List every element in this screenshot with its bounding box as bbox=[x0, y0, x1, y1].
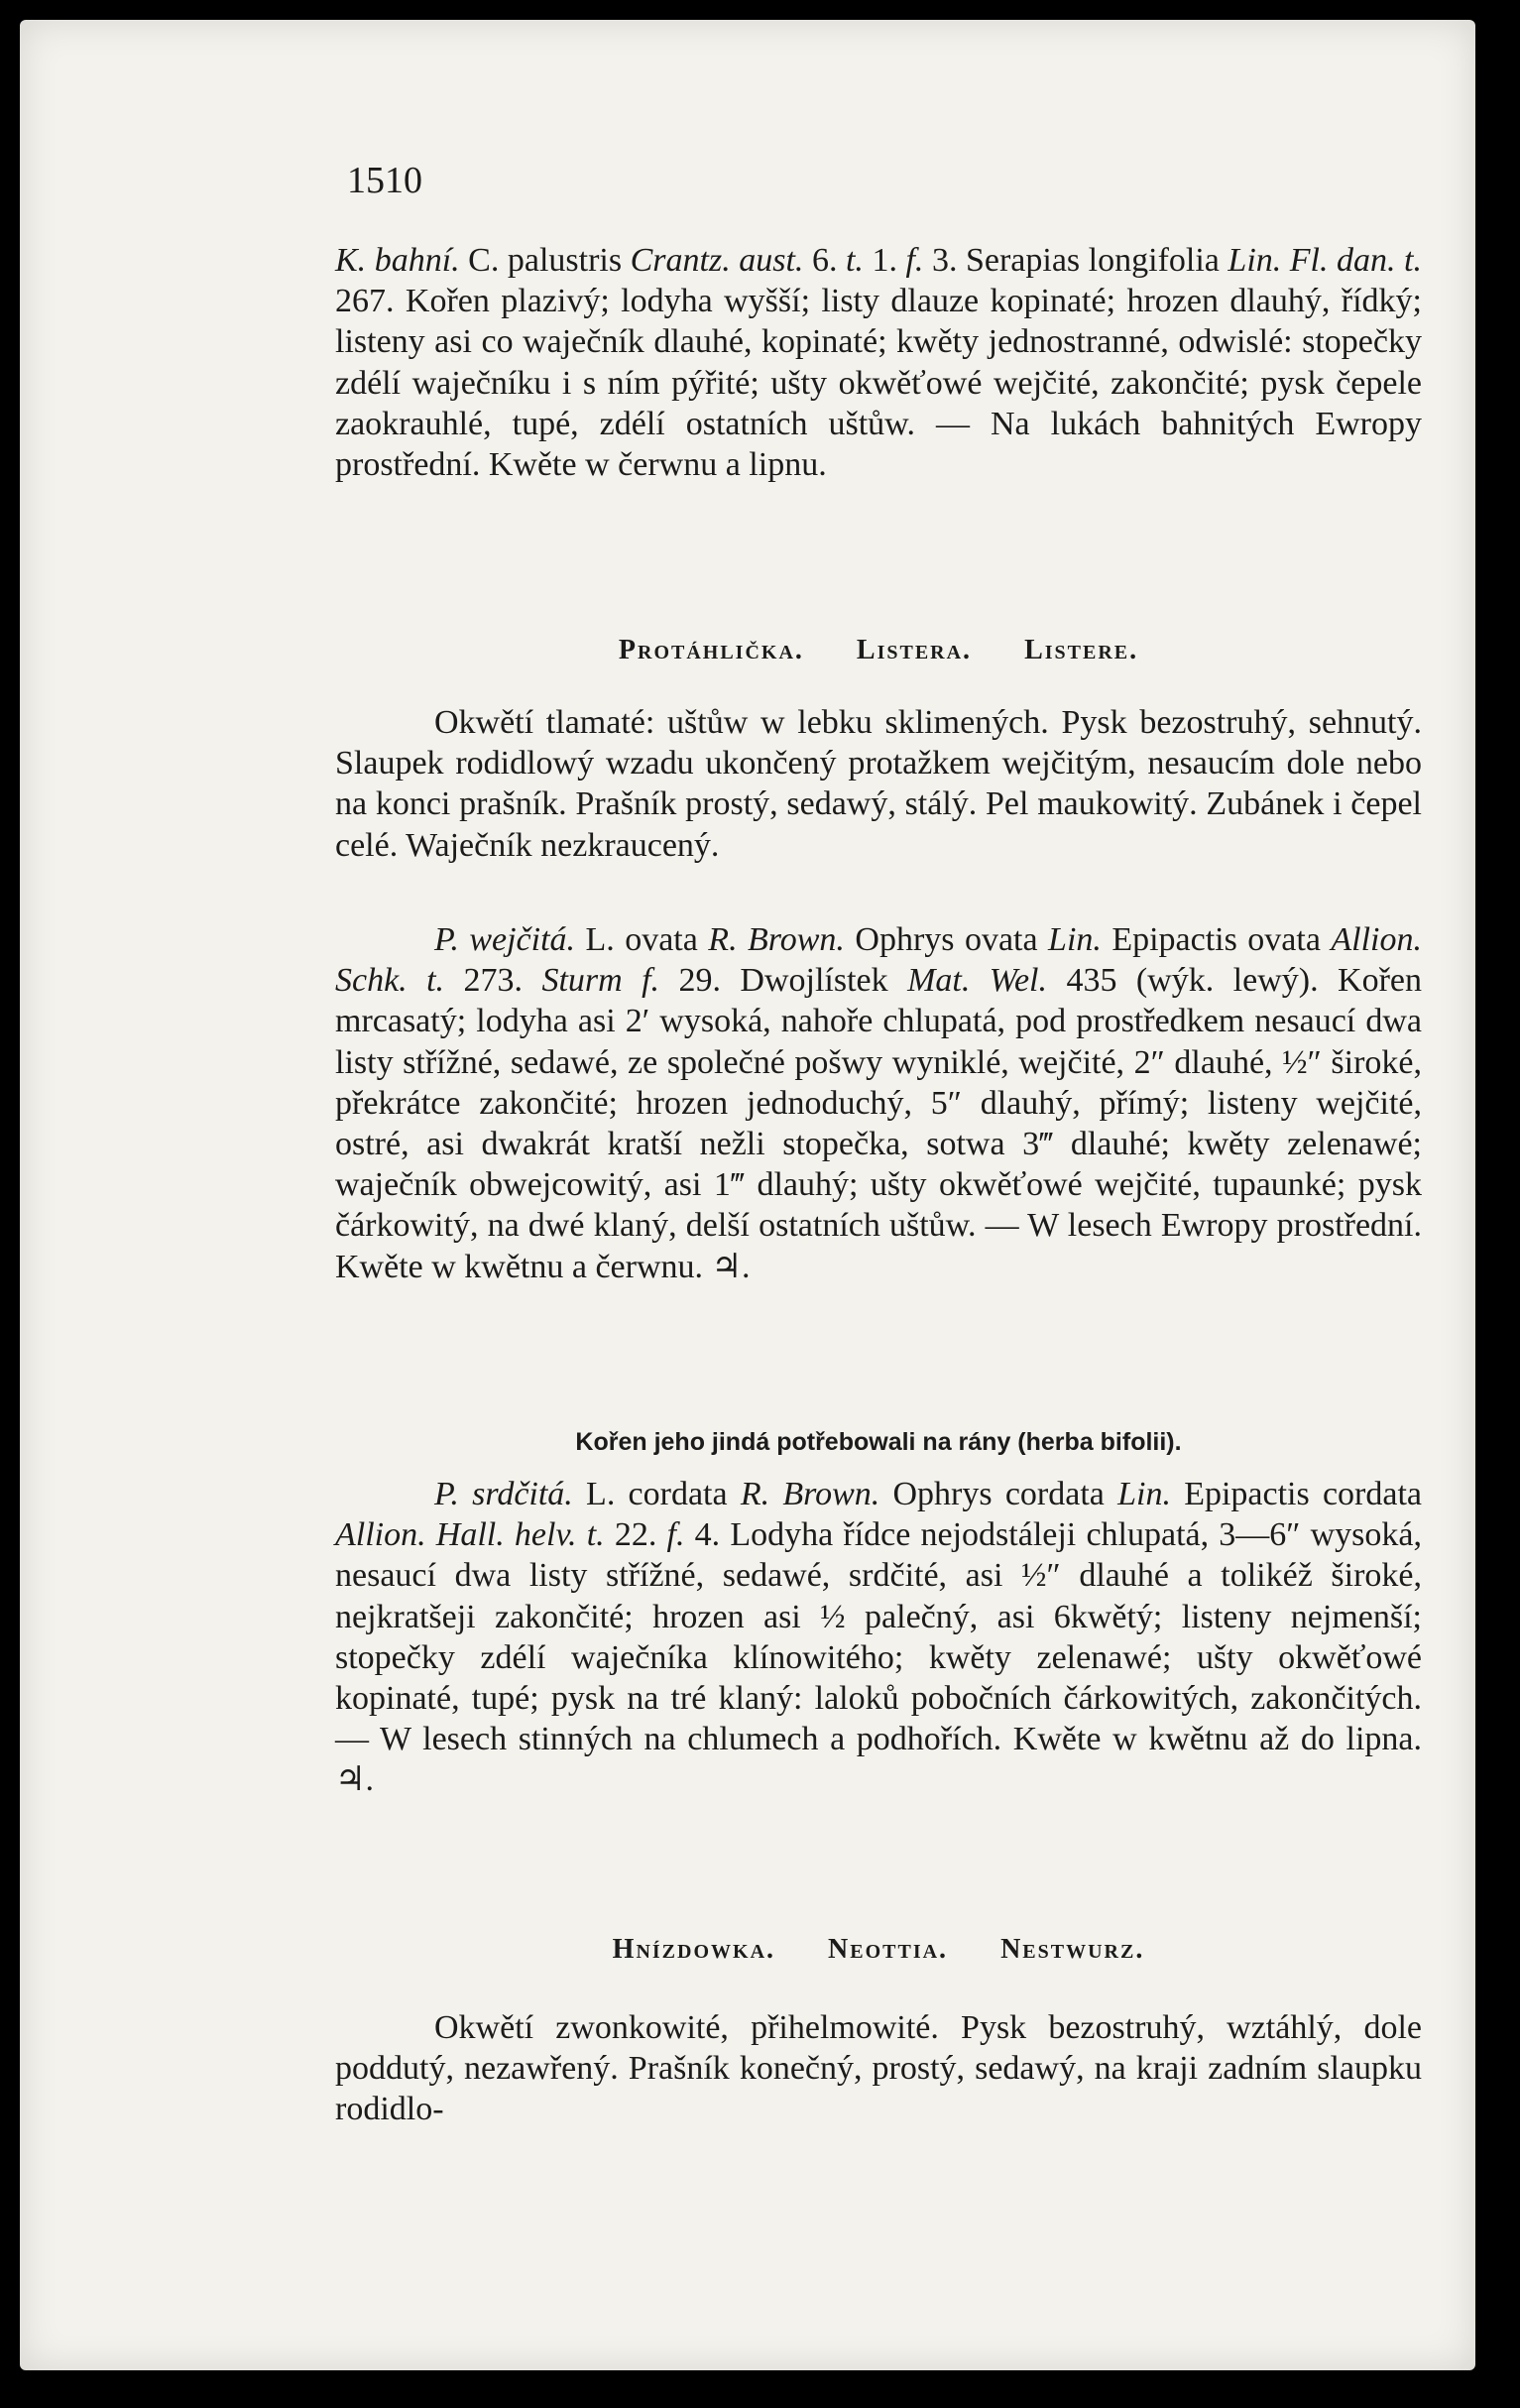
genus-description-neottia: Okwětí zwonkowité, přihelmowité. Pysk bezostruhý, wztáhlý, dole poddutý, nezawřený. Prašník konečný, prostý, sedawý, na kraji zadním slaupku rodidlo- bbox=[335, 2009, 1422, 2128]
italic-run: f. bbox=[905, 242, 924, 279]
italic-run: Sturm f. bbox=[541, 962, 660, 1000]
text-run: Ophrys cordata bbox=[879, 1476, 1118, 1512]
text-run: 4. Lodyha řídce nejodstáleji chlupatá, 3—6″ wysoká, nesaucí dwa listy střížné, sedawé, srdčité, asi ½″ dlauhé a tolikéž široké, nejkratšeji zakončité; hrozen asi ½ palečný, asi 6kwětý; listeny nejmenší; stopečky zdélí waječníka klínowitého; kwěty zelenawé; ušty okwěťowé kopinaté, tupé; pysk na tré klaný: laloků pobočních čárkowitých, zakončitých. — W lesech stinných na chlumech a podhořích. Kwěte w kwětnu až do lipna. ♃. bbox=[335, 1516, 1423, 1799]
italic-run: Allion. Schk. t. bbox=[335, 921, 1422, 1000]
species-entry-ovata bbox=[335, 919, 1422, 1287]
book-page bbox=[20, 20, 1475, 2370]
page-number: 1510 bbox=[347, 160, 422, 201]
text-run: 267. Kořen plazivý; lodyha wyšší; listy dlauze kopinaté; hrozen dlauhý, řídký; listeny asi co waječník dlauhé, kopinaté; kwěty jednostranné, odwislé: stopečky zdélí waječníku i s ním pýřité; ušty okwěťowé wejčité, zakončité; pysk čepele zaokrauhlé, tupé, zdélí ostatních uštůw. — Na lukách bahnitých Ewropy prostřední. Kwěte w čerwnu a lipnu. bbox=[335, 283, 1422, 484]
text-run: Epipactis ovata bbox=[1101, 921, 1332, 958]
italic-run: K. bahní. bbox=[335, 242, 460, 279]
text-run: 3. Serapias longifolia bbox=[923, 242, 1228, 279]
genus-name-czech: Hnízdowka. bbox=[612, 1934, 776, 1965]
italic-run: R. Brown. bbox=[740, 1476, 880, 1512]
genus-heading-listera bbox=[335, 635, 1422, 666]
text-run: 29. Dwojlístek bbox=[659, 962, 908, 1000]
text-run: C. palustris bbox=[459, 242, 631, 279]
italic-run: Lin. Fl. dan. t. bbox=[1228, 242, 1422, 279]
italic-run: Allion. Hall. helv. t. bbox=[335, 1516, 605, 1554]
text-run: 22. bbox=[604, 1516, 667, 1554]
italic-run: Mat. Wel. bbox=[907, 962, 1048, 1000]
text-run: 435 (wýk. lewý). Kořen mrcasatý; lodyha asi 2′ wysoká, nahoře chlupatá, pod prostředkem nesaucí dwa listy střížné, sedawé, ze společné pošwy wyniklé, wejčité, 2″ dlauhé, ½″ široké, překrátce zakončité; hrozen jednoduchý, 5″ dlauhý, přímý; listeny wejčité, ostré, asi dwakrát kratší nežli stopečka, sotwa 3‴ dlauhé; kwěty zelenawé; waječník obwejcowitý, asi 1‴ dlauhý; ušty okwěťowé wejčité, tupaunké; pysk čárkowitý, na dwé klaný, delší ostatních uštůw. — W lesech Ewropy prostřední. Kwěte w kwětnu a čerwnu. ♃. bbox=[335, 962, 1422, 1285]
italic-run: P. srdčitá. bbox=[434, 1476, 573, 1512]
italic-run: R. Brown. bbox=[708, 921, 845, 958]
italic-run: Crantz. aust. bbox=[630, 242, 804, 279]
genus-name-czech: Protáhlička. bbox=[618, 635, 804, 665]
footnote-ovata: Kořen jeho jindá potřebowali na rány (herba bifolii). bbox=[575, 1428, 1182, 1456]
genus-heading-neottia bbox=[335, 1934, 1422, 1966]
italic-run: Lin. bbox=[1117, 1476, 1171, 1512]
text-run: 273. bbox=[444, 962, 542, 1000]
genus-description-listera: Okwětí tlamaté: uštůw w lebku sklimených. Pysk bezostruhý, sehnutý. Slaupek rodidlowý wzadu ukončený protažkem wejčitým, nesaucím dole nebo na konci prašník. Prašník prostý, sedawý, stálý. Pel maukowitý. Zubánek i čepel celé. Waječník nezkraucený. bbox=[335, 704, 1422, 864]
genus-name-german: Nestwurz. bbox=[1000, 1934, 1145, 1965]
text-run: 1. bbox=[863, 242, 906, 279]
italic-run: P. wejčitá. bbox=[434, 921, 576, 958]
text-run: 6. bbox=[803, 242, 846, 279]
species-entry-palustris bbox=[335, 240, 1422, 485]
genus-name-german: Listere. bbox=[1024, 635, 1139, 665]
text-run: L. ovata bbox=[575, 921, 709, 958]
text-run: Ophrys ovata bbox=[844, 921, 1049, 958]
genus-name-latin: Neottia. bbox=[828, 1934, 949, 1965]
italic-run: f. bbox=[666, 1516, 685, 1554]
text-run: Epipactis cordata bbox=[1170, 1476, 1422, 1512]
genus-name-latin: Listera. bbox=[856, 635, 973, 665]
italic-run: Lin. bbox=[1048, 921, 1102, 958]
italic-run: t. bbox=[845, 242, 864, 279]
species-entry-cordata bbox=[335, 1474, 1422, 1801]
text-run: L. cordata bbox=[572, 1476, 741, 1512]
